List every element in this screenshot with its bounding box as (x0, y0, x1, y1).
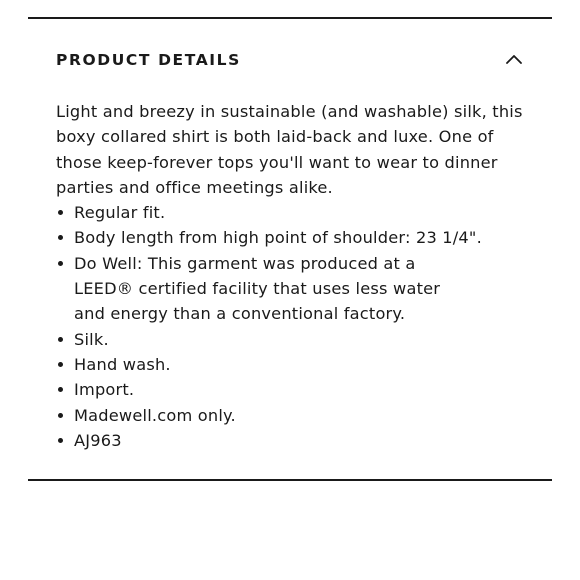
product-description: Light and breezy in sustainable (and washable) silk, this boxy collared shirt is both laid-back and luxe. One of those keep-forever tops you'll want to wear to dinner parties and office meetings alike. (56, 102, 523, 197)
chevron-up-icon[interactable] (504, 52, 524, 66)
list-item: Madewell.com only. (56, 403, 474, 428)
bullet-dot-icon (58, 362, 63, 367)
list-item: Body length from high point of shoulder: 23 1/4". (56, 225, 514, 250)
list-item: Import. (56, 377, 474, 402)
product-details-accordion (28, 17, 552, 481)
product-details-list (56, 200, 526, 453)
accordion-header[interactable] (28, 19, 552, 99)
list-item: Silk. (56, 327, 474, 352)
list-item: Do Well: This garment was produced at a LEED® certified facility that uses less water and energy than a conventional factory. (56, 251, 474, 327)
bullet-dot-icon (58, 261, 63, 266)
bullet-dot-icon (58, 337, 63, 342)
bullet-dot-icon (58, 413, 63, 418)
bullet-dot-icon (58, 235, 63, 240)
accordion-content (56, 99, 526, 453)
bullet-dot-icon (58, 438, 63, 443)
bullet-dot-icon (58, 387, 63, 392)
list-item: AJ963 (56, 428, 474, 453)
bullet-dot-icon (58, 210, 63, 215)
section-title: PRODUCT DETAILS (56, 51, 241, 69)
list-item: Regular fit. (56, 200, 474, 225)
list-item: Hand wash. (56, 352, 474, 377)
